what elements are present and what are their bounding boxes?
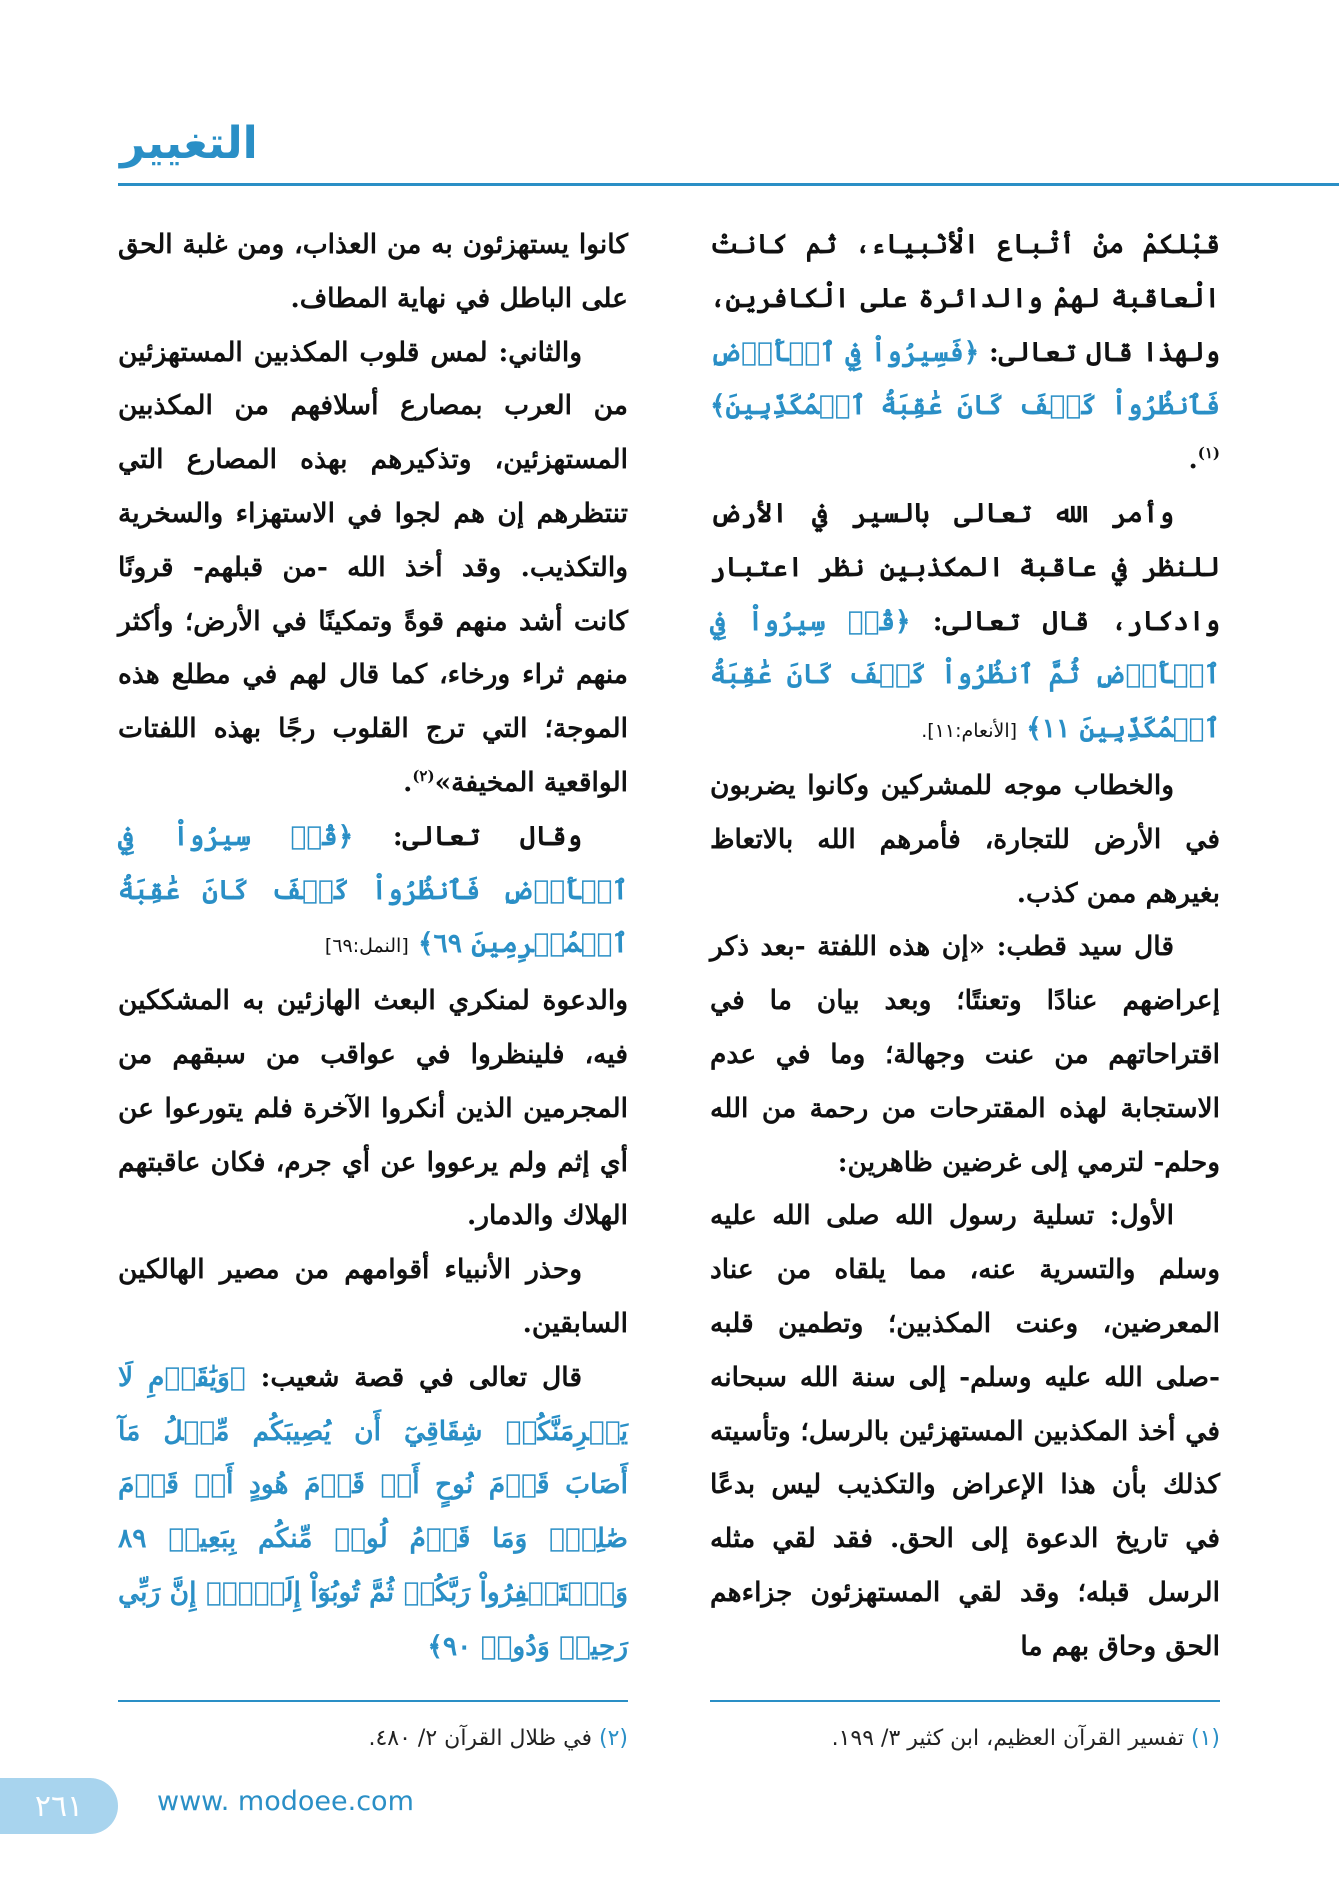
paragraph-4 xyxy=(710,920,1220,1189)
page-number-badge xyxy=(0,1778,118,1834)
text-span: وحذر الأنبياء أقوامهم من مصير الهالكين السابقين. xyxy=(118,1254,628,1339)
text-span: قال سيد قطب: «إن هذه اللفتة -بعد ذكر إعراضهم عنادًا وتعنتًا؛ وبعد بيان ما في اقتراحاتهم من عنت وجهالة؛ وما في عدم الاستجابة لهذه المقترحات من رحمة من الله وحلم- لترمي إلى غرضين ظاهرين: xyxy=(710,931,1220,1178)
footnote-number: (٢) xyxy=(598,1726,628,1751)
paragraph-3 xyxy=(710,759,1220,920)
point-label: والثاني: xyxy=(498,336,582,368)
page-number: ٢٦١ xyxy=(34,1788,84,1824)
right-text-column xyxy=(710,218,1220,1674)
quran-verse: ﴿فَسِيرُواْ فِي ٱلۡأَرۡضِ فَٱنظُرُواْ كَيۡفَ كَانَ عَٰقِبَةُ ٱلۡمُكَذِّبِينَ﴾ xyxy=(710,336,1220,422)
footnote-marker: (٢) xyxy=(412,767,435,786)
text-span: تسلية رسول الله صلى الله عليه وسلم والتسرية عنه، مما يلقاه من عناد المعرضين، وعنت المكذبين؛ وتطمين قلبه -صلى الله عليه وسلم- إلى سنة الله سبحانه في أخذ المكذبين المستهزئين بالرسل؛ وتأسيته كذلك بأن هذا الإعراض والتكذيب ليس بدعًا في تاريخ الدعوة إلى الحق. فقد لقي مثله الرسل قبله؛ وقد لقي المستهزئون جزاءهم الحق وحاق بهم ما xyxy=(710,1200,1220,1662)
footnote-number: (١) xyxy=(1190,1726,1220,1751)
footnote-marker: (١) xyxy=(1197,444,1220,463)
footnote-divider-left xyxy=(118,1700,628,1702)
header-divider xyxy=(118,183,1339,186)
text-span: قبْلكمْ منْ أتْباع الْأنْبياء، ثم كانتْ الْعاقبة لهمْ والدائرة على الْكافرين، ولهذا قال تعالى: xyxy=(710,229,1221,368)
footnote-text: في ظلال القرآن ٢/ ٤٨٠. xyxy=(368,1726,592,1751)
paragraph-1 xyxy=(710,218,1220,487)
paragraph-6 xyxy=(118,218,628,326)
text-span: والخطاب موجه للمشركين وكانوا يضربون في الأرض للتجارة، فأمرهم الله بالاتعاظ بغيرهم ممن كذب. xyxy=(710,769,1220,909)
footnote-right xyxy=(710,1726,1220,1751)
text-span: قال تعالى في قصة شعيب: xyxy=(260,1361,582,1393)
text-span: وقال تعالى: xyxy=(392,820,582,852)
paragraph-8 xyxy=(118,810,628,974)
text-span: وأمر الله تعالى بالسير في الأرض للنظر في عاقبة المكذبين نظر اعتبار وادكار، قال تعالى: xyxy=(710,497,1220,637)
quran-verse: ﴿قُلۡ سِيرُواْ فِي ٱلۡأَرۡضِ ثُمَّ ٱنظُرُواْ كَيۡفَ كَانَ عَٰقِبَةُ ٱلۡمُكَذِّبِينَ ١١﴾ xyxy=(710,605,1220,745)
verse-reference: [الأنعام:١١]. xyxy=(921,720,1018,743)
footnote-divider-right xyxy=(710,1700,1220,1702)
paragraph-7 xyxy=(118,326,628,810)
text-span: . xyxy=(403,766,413,798)
footnote-text: تفسير القرآن العظيم، ابن كثير ٣/ ١٩٩. xyxy=(831,1726,1184,1751)
text-span: والدعوة لمنكري البعث الهازئين به المشككين فيه، فلينظروا في عواقب من سبقهم من المجرمين الذين أنكروا الآخرة فلم يتورعوا عن أي إثم ولم يرعووا عن أي جرم، فكان عاقبتهم الهلاك والدمار. xyxy=(118,985,628,1232)
left-text-column xyxy=(118,218,628,1674)
website-url[interactable]: www. modoee.com xyxy=(157,1786,414,1817)
quran-verse: ﴿وَيَٰقَوۡمِ لَا يَجۡرِمَنَّكُمۡ شِقَاقِيٓ أَن يُصِيبَكُم مِّثۡلُ مَآ أَصَابَ قَوۡمَ نُوحٍ أَوۡ قَوۡمَ هُودٍ أَوۡ قَوۡمَ صَٰلِحٖۚ وَمَا قَوۡمُ لُوطٖ مِّنكُم بِبَعِيدٖ ٨٩ وَٱسۡتَغۡفِرُواْ رَبَّكُمۡ ثُمَّ تُوبُوٓاْ إِلَيۡهِۚ إِنَّ رَبِّي رَحِيمٞ وَدُودٞ ٩٠﴾ xyxy=(118,1361,628,1662)
point-label: الأول: xyxy=(1109,1200,1174,1232)
text-span: لمس قلوب المكذبين المستهزئين من العرب بمصارع أسلافهم من المكذبين المستهزئين، وتذكيرهم بهذه المصارع التي تنتظرهم إن هم لجوا في الاستهزاء والسخرية والتكذيب. وقد أخذ الله -من قبلهم- قرونًا كانت أشد منهم قوةً وتمكينًا في الأرض؛ وأكثر منهم ثراء ورخاء، كما قال لهم في مطلع هذه الموجة؛ التي ترج القلوب رجًا بهذه اللفتات الواقعية المخيفة» xyxy=(118,336,628,798)
page-header-title: التغيير xyxy=(120,118,258,169)
footnote-left xyxy=(118,1726,628,1751)
paragraph-2 xyxy=(710,487,1220,759)
text-span: كانوا يستهزئون به من العذاب، ومن غلبة الحق على الباطل في نهاية المطاف. xyxy=(118,229,628,314)
text-span: . xyxy=(1188,444,1198,476)
verse-reference: [النمل:٦٩] xyxy=(324,935,409,958)
paragraph-9 xyxy=(118,974,628,1243)
paragraph-11 xyxy=(118,1351,628,1674)
paragraph-10 xyxy=(118,1243,628,1351)
paragraph-5 xyxy=(710,1189,1220,1673)
quran-verse: ﴿قُلۡ سِيرُواْ فِي ٱلۡأَرۡضِ فَٱنظُرُواْ كَيۡفَ كَانَ عَٰقِبَةُ ٱلۡمُجۡرِمِينَ ٦٩﴾ xyxy=(118,820,628,960)
